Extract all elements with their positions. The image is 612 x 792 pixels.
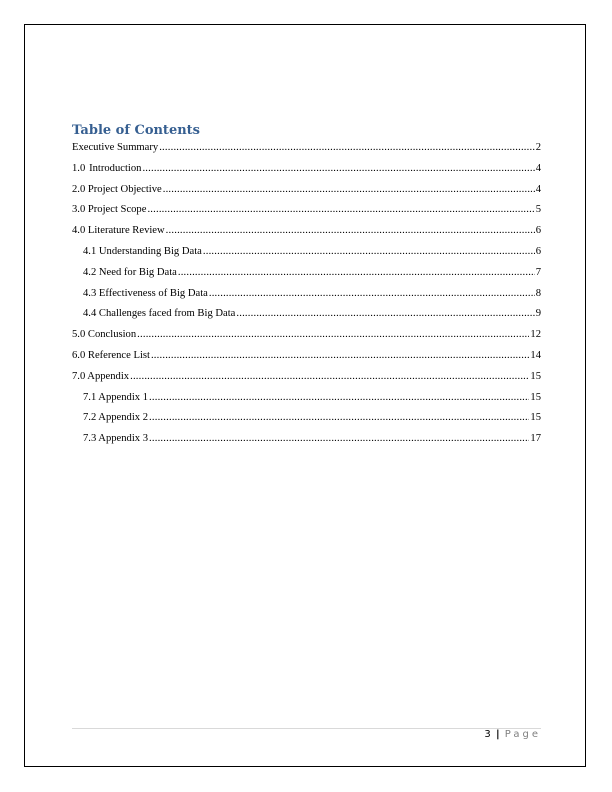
toc-entry-project-objective[interactable] <box>72 183 541 204</box>
toc-entry-title: 4.1 Understanding Big Data <box>83 245 202 257</box>
toc-entry-need-for-big-data[interactable] <box>72 266 541 287</box>
toc-list <box>72 141 541 453</box>
toc-entry-appendix-3[interactable] <box>72 432 541 453</box>
toc-entry-page: 15 <box>530 370 541 382</box>
toc-entry-appendix-1[interactable] <box>72 391 541 412</box>
toc-entry-page: 15 <box>530 391 541 403</box>
toc-entry-page: 4 <box>535 162 541 174</box>
toc-dot-leader <box>166 224 535 238</box>
footer-page-number: 3 <box>484 729 491 740</box>
toc-dot-leader <box>149 391 529 405</box>
toc-entry-page: 8 <box>535 287 541 299</box>
toc-entry-page: 6 <box>535 225 541 237</box>
toc-dot-leader <box>203 245 535 259</box>
toc-entry-page: 15 <box>530 412 541 424</box>
toc-dot-leader <box>236 307 534 321</box>
toc-entry-page: 2 <box>535 142 541 153</box>
footer-divider <box>72 728 541 729</box>
toc-entry-appendix[interactable] <box>72 370 541 391</box>
toc-entry-page: 17 <box>530 433 541 445</box>
toc-dot-leader <box>142 162 534 176</box>
toc-entry-literature-review[interactable] <box>72 224 541 245</box>
toc-entry-title: Introduction <box>89 162 142 174</box>
footer-separator: | <box>495 729 500 740</box>
toc-entry-project-scope[interactable] <box>72 203 541 224</box>
toc-entry-page: 4 <box>535 183 541 195</box>
toc-entry-number: 1.0 <box>72 162 86 174</box>
toc-entry-title: 7.2 Appendix 2 <box>83 412 149 424</box>
toc-entry-title: 4.4 Challenges faced from Big Data <box>83 308 236 320</box>
toc-entry-reference-list[interactable] <box>72 349 541 370</box>
toc-dot-leader <box>130 370 529 384</box>
toc-entry-page: 5 <box>535 204 541 216</box>
toc-dot-leader <box>151 349 529 363</box>
toc-entry-page: 9 <box>535 308 541 320</box>
toc-entry-effectiveness-of-big-data[interactable] <box>72 287 541 308</box>
toc-entry-executive-summary[interactable] <box>72 141 541 162</box>
toc-dot-leader <box>149 411 529 425</box>
toc-entry-title: 7.3 Appendix 3 <box>83 433 149 445</box>
toc-dot-leader <box>178 266 535 280</box>
toc-dot-leader <box>147 203 534 217</box>
toc-entry-title: 5.0 Conclusion <box>72 329 137 341</box>
toc-entry-conclusion[interactable] <box>72 328 541 349</box>
toc-entry-challenges-big-data[interactable] <box>72 307 541 328</box>
toc-dot-leader <box>209 287 535 301</box>
toc-entry-appendix-2[interactable] <box>72 411 541 432</box>
toc-dot-leader <box>137 328 529 342</box>
toc-entry-introduction[interactable] <box>72 162 541 183</box>
toc-entry-title: 2.0 Project Objective <box>72 183 162 195</box>
footer-page-label: Page <box>504 729 541 740</box>
toc-entry-page: 14 <box>530 349 541 361</box>
toc-entry-page: 12 <box>530 329 541 341</box>
toc-dot-leader <box>163 183 535 197</box>
toc-entry-title: 3.0 Project Scope <box>72 204 147 216</box>
toc-entry-page: 7 <box>535 266 541 278</box>
toc-entry-title: 6.0 Reference List <box>72 349 150 361</box>
toc-title: Table of Contents <box>72 123 200 138</box>
toc-entry-title: 4.2 Need for Big Data <box>83 266 177 278</box>
toc-dot-leader <box>149 432 529 446</box>
page-footer <box>484 729 541 740</box>
toc-entry-title: Executive Summary <box>72 142 159 153</box>
toc-dot-leader <box>159 141 535 155</box>
toc-entry-understanding-big-data[interactable] <box>72 245 541 266</box>
toc-entry-title: 7.1 Appendix 1 <box>83 391 149 403</box>
toc-entry-title: 7.0 Appendix <box>72 370 130 382</box>
toc-entry-page: 6 <box>535 245 541 257</box>
toc-entry-title: 4.0 Literature Review <box>72 225 165 237</box>
toc-entry-title: 4.3 Effectiveness of Big Data <box>83 287 208 299</box>
